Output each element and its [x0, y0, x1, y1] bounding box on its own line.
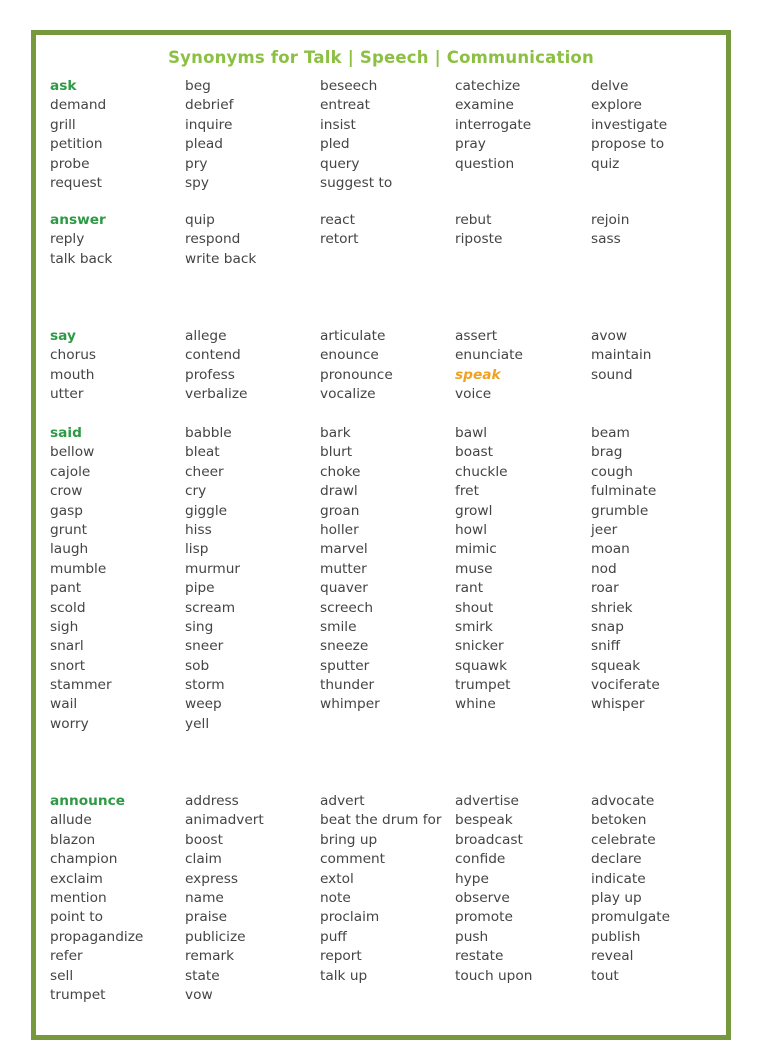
- synonym-word: laugh: [50, 541, 89, 558]
- word-row: [36, 811, 726, 830]
- synonym-word: stammer: [50, 677, 112, 694]
- synonym-word: delve: [591, 78, 629, 94]
- synonym-word: groan: [320, 502, 360, 519]
- synonym-word: contend: [185, 347, 241, 364]
- synonym-word: smirk: [455, 618, 493, 635]
- synonym-word: talk back: [50, 250, 113, 267]
- synonym-word: pipe: [185, 580, 215, 597]
- synonym-word: promulgate: [591, 909, 671, 926]
- synonym-sheet: [31, 30, 731, 1040]
- synonym-word: remark: [185, 948, 235, 965]
- synonym-word: push: [455, 928, 489, 945]
- synonym-word: shout: [455, 599, 494, 616]
- synonym-word: bawl: [455, 425, 488, 441]
- synonym-word: claim: [185, 851, 222, 868]
- synonym-word: bespeak: [455, 812, 513, 829]
- synonym-word: query: [320, 155, 360, 172]
- synonym-word: bellow: [50, 444, 95, 461]
- synonym-word: allege: [185, 328, 227, 344]
- synonym-word: smile: [320, 618, 357, 635]
- word-row: [36, 77, 726, 96]
- synonym-word: fret: [455, 483, 479, 500]
- synonym-word: sniff: [591, 638, 621, 655]
- synonym-word: whisper: [591, 696, 645, 713]
- synonym-word: boast: [455, 444, 493, 461]
- synonym-word: propagandize: [50, 928, 144, 945]
- synonym-word: brag: [591, 444, 623, 461]
- synonym-word: blurt: [320, 444, 353, 461]
- synonym-word: marvel: [320, 541, 368, 558]
- synonym-word: snarl: [50, 638, 84, 655]
- synonym-word: publicize: [185, 928, 246, 945]
- synonym-word: react: [320, 212, 356, 228]
- word-row: [36, 327, 726, 346]
- synonym-word: celebrate: [591, 831, 656, 848]
- synonym-word: sell: [50, 967, 74, 984]
- word-row: [36, 676, 726, 695]
- synonym-word: refer: [50, 948, 83, 965]
- synonym-word: reply: [50, 231, 85, 248]
- word-row: [36, 715, 726, 734]
- word-row: [36, 986, 726, 1005]
- synonym-word: entreat: [320, 97, 370, 114]
- synonym-word: roar: [591, 580, 619, 597]
- synonym-word: write back: [185, 250, 257, 267]
- synonym-word: comment: [320, 851, 386, 868]
- synonym-word: screech: [320, 599, 374, 616]
- headword-answer: answer: [50, 212, 106, 228]
- word-row: [36, 443, 726, 462]
- word-row: [36, 831, 726, 850]
- synonym-word: note: [320, 889, 351, 906]
- synonym-word: propose to: [591, 136, 665, 153]
- synonym-word: shriek: [591, 599, 633, 616]
- synonym-word: snap: [591, 618, 624, 635]
- synonym-word: articulate: [320, 328, 386, 344]
- synonym-word: beam: [591, 425, 630, 441]
- synonym-word: bring up: [320, 831, 378, 848]
- synonym-word: yell: [185, 715, 210, 732]
- word-row: [36, 792, 726, 811]
- synonym-word: enounce: [320, 347, 379, 364]
- word-row: [36, 967, 726, 986]
- synonym-word: beat the drum for: [320, 812, 442, 829]
- word-row: [36, 521, 726, 540]
- word-row: [36, 424, 726, 443]
- headword-say: say: [50, 328, 76, 344]
- synonym-word: pry: [185, 155, 208, 172]
- synonym-word: enunciate: [455, 347, 523, 364]
- synonym-word: boost: [185, 831, 223, 848]
- synonym-word: promote: [455, 909, 513, 926]
- section-answer: [36, 211, 726, 269]
- word-row: [36, 560, 726, 579]
- synonym-word: storm: [185, 677, 225, 694]
- synonym-word: suggest to: [320, 174, 393, 191]
- headword-said: said: [50, 425, 82, 441]
- synonym-word: voice: [455, 386, 492, 403]
- synonym-word: scream: [185, 599, 236, 616]
- synonym-word: insist: [320, 116, 356, 133]
- page-title: Synonyms for Talk | Speech | Communication: [168, 48, 594, 67]
- word-row: [36, 463, 726, 482]
- word-row: [36, 540, 726, 559]
- synonym-word: nod: [591, 560, 617, 577]
- synonym-word: pray: [455, 136, 486, 153]
- synonym-word: fulminate: [591, 483, 657, 500]
- synonym-word: sob: [185, 657, 210, 674]
- word-row: [36, 947, 726, 966]
- synonym-word: question: [455, 155, 515, 172]
- synonym-word: sneer: [185, 638, 224, 655]
- synonym-word: giggle: [185, 502, 228, 519]
- section-ask: [36, 77, 726, 193]
- synonym-word: pronounce: [320, 366, 393, 383]
- synonym-word: indicate: [591, 870, 646, 887]
- word-row: [36, 870, 726, 889]
- synonym-word: play up: [591, 889, 642, 906]
- word-row: [36, 850, 726, 869]
- synonym-word: babble: [185, 425, 232, 441]
- synonym-word: rejoin: [591, 212, 630, 228]
- synonym-word: trumpet: [455, 677, 511, 694]
- synonym-word: express: [185, 870, 238, 887]
- synonym-word: quaver: [320, 580, 368, 597]
- synonym-word: extol: [320, 870, 354, 887]
- synonym-word: plead: [185, 136, 223, 153]
- synonym-word: proclaim: [320, 909, 380, 926]
- synonym-word: sneeze: [320, 638, 369, 655]
- word-row: [36, 96, 726, 115]
- word-row: [36, 174, 726, 193]
- synonym-word: hype: [455, 870, 489, 887]
- synonym-word: tout: [591, 967, 619, 984]
- synonym-word: investigate: [591, 116, 668, 133]
- synonym-word: state: [185, 967, 220, 984]
- synonym-word: squawk: [455, 657, 508, 674]
- synonym-word: mimic: [455, 541, 497, 558]
- synonym-word: explore: [591, 97, 642, 114]
- synonym-word: publish: [591, 928, 641, 945]
- synonym-word: rant: [455, 580, 484, 597]
- synonym-word: gasp: [50, 502, 83, 519]
- synonym-word: jeer: [591, 521, 618, 538]
- word-row: [36, 637, 726, 656]
- synonym-word: cheer: [185, 463, 224, 480]
- synonym-word: snort: [50, 657, 86, 674]
- synonym-word: chuckle: [455, 463, 508, 480]
- word-row: [36, 889, 726, 908]
- word-row: [36, 116, 726, 135]
- word-row: [36, 230, 726, 249]
- synonym-word: assert: [455, 328, 498, 344]
- synonym-word: touch upon: [455, 967, 533, 984]
- synonym-word: mumble: [50, 560, 107, 577]
- word-row: [36, 599, 726, 618]
- word-row: [36, 928, 726, 947]
- synonym-word: praise: [185, 909, 228, 926]
- word-row: [36, 366, 726, 385]
- synonym-word: point to: [50, 909, 103, 926]
- synonym-word: sing: [185, 618, 214, 635]
- synonym-word: debrief: [185, 97, 234, 114]
- synonym-word: holler: [320, 521, 359, 538]
- synonym-word: sigh: [50, 618, 79, 635]
- synonym-word: whimper: [320, 696, 380, 713]
- synonym-word: sound: [591, 366, 633, 383]
- synonym-word: crow: [50, 483, 83, 500]
- word-row: [36, 695, 726, 714]
- synonym-word: utter: [50, 386, 84, 403]
- synonym-word: advertise: [455, 793, 519, 809]
- synonym-word: choke: [320, 463, 361, 480]
- synonym-word: quiz: [591, 155, 620, 172]
- synonym-word: probe: [50, 155, 90, 172]
- word-row: [36, 618, 726, 637]
- synonym-word: vociferate: [591, 677, 660, 694]
- section-announce: [36, 792, 726, 1005]
- headword-announce: announce: [50, 793, 126, 809]
- synonym-word: verbalize: [185, 386, 248, 403]
- synonym-word: scold: [50, 599, 86, 616]
- synonym-word: name: [185, 889, 224, 906]
- highlighted-word: speak: [455, 366, 501, 383]
- synonym-word: squeak: [591, 657, 641, 674]
- synonym-word: drawl: [320, 483, 358, 500]
- synonym-word: cajole: [50, 463, 91, 480]
- synonym-word: trumpet: [50, 986, 106, 1003]
- synonym-word: confide: [455, 851, 506, 868]
- synonym-word: wail: [50, 696, 78, 713]
- synonym-word: cough: [591, 463, 633, 480]
- synonym-word: respond: [185, 231, 241, 248]
- synonym-word: rebut: [455, 212, 492, 228]
- synonym-word: moan: [591, 541, 630, 558]
- synonym-word: bark: [320, 425, 351, 441]
- synonym-word: maintain: [591, 347, 652, 364]
- word-row: [36, 155, 726, 174]
- word-row: [36, 502, 726, 521]
- synonym-word: advert: [320, 793, 365, 809]
- synonym-word: lisp: [185, 541, 209, 558]
- synonym-word: observe: [455, 889, 510, 906]
- synonym-word: demand: [50, 97, 107, 114]
- section-say: [36, 327, 726, 405]
- synonym-word: beg: [185, 78, 211, 94]
- synonym-word: muse: [455, 560, 493, 577]
- section-said: [36, 424, 726, 734]
- synonym-word: grill: [50, 116, 76, 133]
- synonym-word: vocalize: [320, 386, 376, 403]
- synonym-word: quip: [185, 212, 215, 228]
- word-row: [36, 211, 726, 230]
- synonym-word: spy: [185, 174, 209, 191]
- synonym-word: betoken: [591, 812, 647, 829]
- synonym-word: talk up: [320, 967, 368, 984]
- synonym-word: grunt: [50, 521, 88, 538]
- synonym-word: advocate: [591, 793, 655, 809]
- synonym-word: howl: [455, 521, 488, 538]
- synonym-word: growl: [455, 502, 493, 519]
- synonym-word: allude: [50, 812, 92, 829]
- synonym-word: thunder: [320, 677, 375, 694]
- synonym-word: worry: [50, 715, 89, 732]
- synonym-word: avow: [591, 328, 628, 344]
- synonym-word: beseech: [320, 78, 378, 94]
- synonym-word: whine: [455, 696, 496, 713]
- synonym-word: weep: [185, 696, 222, 713]
- synonym-word: pant: [50, 580, 82, 597]
- synonym-word: petition: [50, 136, 103, 153]
- synonym-word: puff: [320, 928, 347, 945]
- synonym-word: grumble: [591, 502, 649, 519]
- synonym-word: examine: [455, 97, 514, 114]
- synonym-word: retort: [320, 231, 359, 248]
- synonym-word: restate: [455, 948, 504, 965]
- synonym-word: catechize: [455, 78, 521, 94]
- synonym-word: request: [50, 174, 103, 191]
- synonym-word: broadcast: [455, 831, 523, 848]
- synonym-word: declare: [591, 851, 642, 868]
- synonym-word: inquire: [185, 116, 233, 133]
- synonym-word: hiss: [185, 521, 212, 538]
- word-row: [36, 385, 726, 404]
- synonym-word: riposte: [455, 231, 503, 248]
- synonym-word: mouth: [50, 366, 95, 383]
- synonym-word: champion: [50, 851, 118, 868]
- synonym-word: sputter: [320, 657, 370, 674]
- synonym-word: pled: [320, 136, 350, 153]
- synonym-word: murmur: [185, 560, 241, 577]
- synonym-word: cry: [185, 483, 207, 500]
- word-row: [36, 579, 726, 598]
- synonym-word: sass: [591, 231, 621, 248]
- word-row: [36, 135, 726, 154]
- word-row: [36, 250, 726, 269]
- word-row: [36, 346, 726, 365]
- word-row: [36, 482, 726, 501]
- synonym-word: animadvert: [185, 812, 264, 829]
- synonym-word: mutter: [320, 560, 367, 577]
- synonym-word: snicker: [455, 638, 504, 655]
- word-row: [36, 657, 726, 676]
- synonym-word: profess: [185, 366, 235, 383]
- synonym-word: blazon: [50, 831, 96, 848]
- synonym-word: interrogate: [455, 116, 532, 133]
- synonym-word: bleat: [185, 444, 220, 461]
- synonym-word: report: [320, 948, 362, 965]
- synonym-word: vow: [185, 986, 213, 1003]
- headword-ask: ask: [50, 78, 77, 94]
- synonym-word: exclaim: [50, 870, 103, 887]
- word-row: [36, 908, 726, 927]
- synonym-word: chorus: [50, 347, 97, 364]
- synonym-word: address: [185, 793, 239, 809]
- synonym-word: reveal: [591, 948, 634, 965]
- synonym-word: mention: [50, 889, 107, 906]
